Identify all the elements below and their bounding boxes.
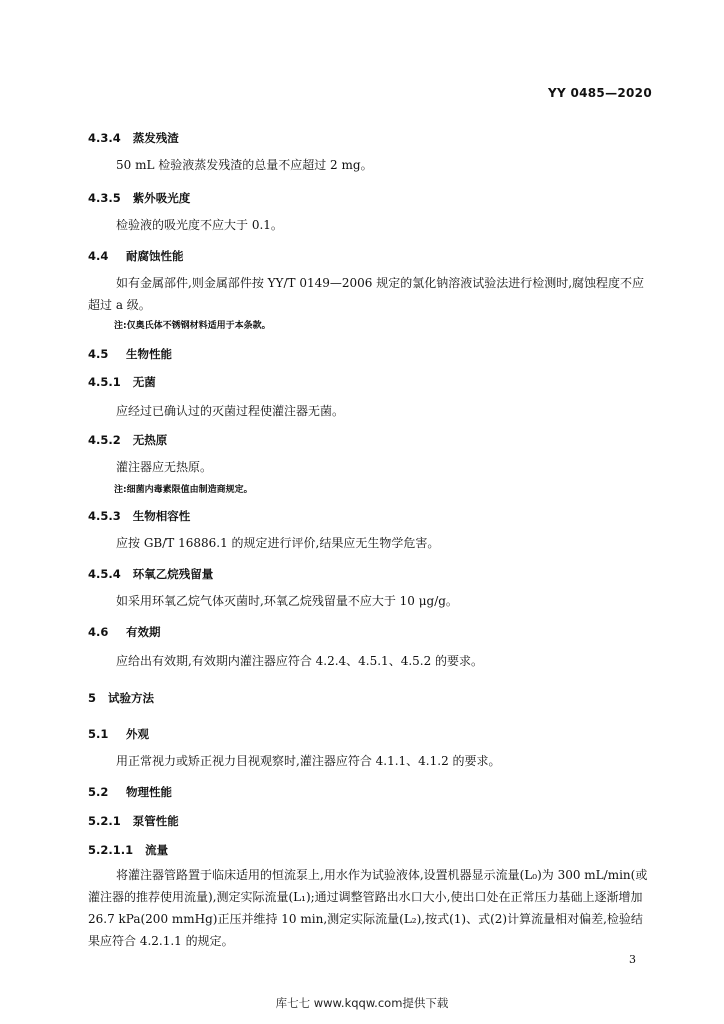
section-title: 耐腐蚀性能 [126, 249, 184, 263]
section-number: 4.4 [88, 249, 109, 263]
section-number: 4.3.5 [88, 191, 121, 205]
section-title: 外观 [126, 727, 149, 741]
paragraph: 将灌注器管路置于临床适用的恒流泵上,用水作为试验液体,设置机器显示流量(L₀)为 300 mL/min(或灌注器的推荐使用流量),测定实际流量(L₁);通过调整管路出水口大小,使出口处在正常压力基础上逐渐增加 26.7 kPa(200 mmHg)正压并维持 10 min,测定实际流量(L₂),按式(1)、式(2)计算流量相对偏差,检验结果应符合 4.2.1.1 的规定。 [88, 868, 648, 948]
document-code: YY 0485—2020 [548, 86, 652, 100]
section-heading [88, 624, 161, 640]
section-title: 有效期 [126, 625, 161, 639]
section-number: 5.1 [88, 727, 109, 741]
section-heading [88, 784, 172, 800]
section-title: 泵管性能 [132, 814, 179, 828]
section-title: 生物相容性 [132, 509, 191, 523]
section-title: 环氧乙烷残留量 [132, 567, 214, 581]
section-heading [88, 190, 190, 206]
section-heading [88, 130, 179, 146]
section-number: 4.5.4 [88, 567, 121, 581]
paragraph: 50 mL 检验液蒸发残渣的总量不应超过 2 mg。 [116, 158, 373, 172]
section-number: 4.5 [88, 347, 109, 361]
section-title: 生物性能 [126, 347, 172, 361]
section-title: 流量 [145, 843, 169, 857]
section-title: 试验方法 [108, 691, 154, 705]
section-title: 无热原 [132, 433, 168, 447]
section-number: 4.5.3 [88, 509, 121, 523]
section-number: 5.2.1 [88, 814, 121, 828]
paragraph: 应给出有效期,有效期内灌注器应符合 4.2.4、4.5.1、4.5.2 的要求。 [116, 654, 484, 668]
section-title: 紫外吸光度 [132, 191, 191, 205]
section-heading [88, 508, 190, 524]
section-number: 5.2.1.1 [88, 843, 134, 857]
paragraph: 应按 GB/T 16886.1 的规定进行评价,结果应无生物学危害。 [116, 536, 440, 550]
paragraph: 检验液的吸光度不应大于 0.1。 [116, 218, 283, 232]
footer-watermark: 库七七 www.kqqw.com提供下载 [275, 996, 449, 1010]
section-heading [88, 813, 179, 829]
note: 注:细菌内毒素限值由制造商规定。 [114, 485, 253, 495]
paragraph: 应经过已确认过的灭菌过程使灌注器无菌。 [116, 404, 345, 418]
section-heading [88, 248, 184, 264]
note: 注:仅奥氏体不锈钢材料适用于本条款。 [114, 321, 271, 331]
section-heading [88, 374, 156, 390]
paragraph: 灌注器应无热原。 [116, 460, 213, 474]
section-heading [88, 842, 168, 858]
section-heading [88, 432, 167, 448]
section-number: 5 [88, 691, 97, 705]
section-number: 4.5.1 [88, 375, 121, 389]
section-number: 4.3.4 [88, 131, 121, 145]
section-title: 无菌 [132, 375, 156, 389]
paragraph: 用正常视力或矫正视力目视观察时,灌注器应符合 4.1.1、4.1.2 的要求。 [116, 754, 501, 768]
paragraph: 如有金属部件,则金属部件按 YY/T 0149—2006 规定的氯化钠溶液试验法进行检测时,腐蚀程度不应超过 a 级。 [88, 276, 645, 312]
section-heading [88, 346, 172, 362]
section-heading [88, 566, 213, 582]
section-number: 5.2 [88, 785, 109, 799]
page-number: 3 [629, 953, 636, 966]
section-number: 4.5.2 [88, 433, 121, 447]
section-title: 蒸发残渣 [132, 131, 179, 145]
section-heading [88, 690, 154, 706]
section-heading [88, 726, 149, 742]
paragraph: 如采用环氧乙烷气体灭菌时,环氧乙烷残留量不应大于 10 μg/g。 [116, 594, 458, 608]
section-title: 物理性能 [126, 785, 172, 799]
section-number: 4.6 [88, 625, 109, 639]
